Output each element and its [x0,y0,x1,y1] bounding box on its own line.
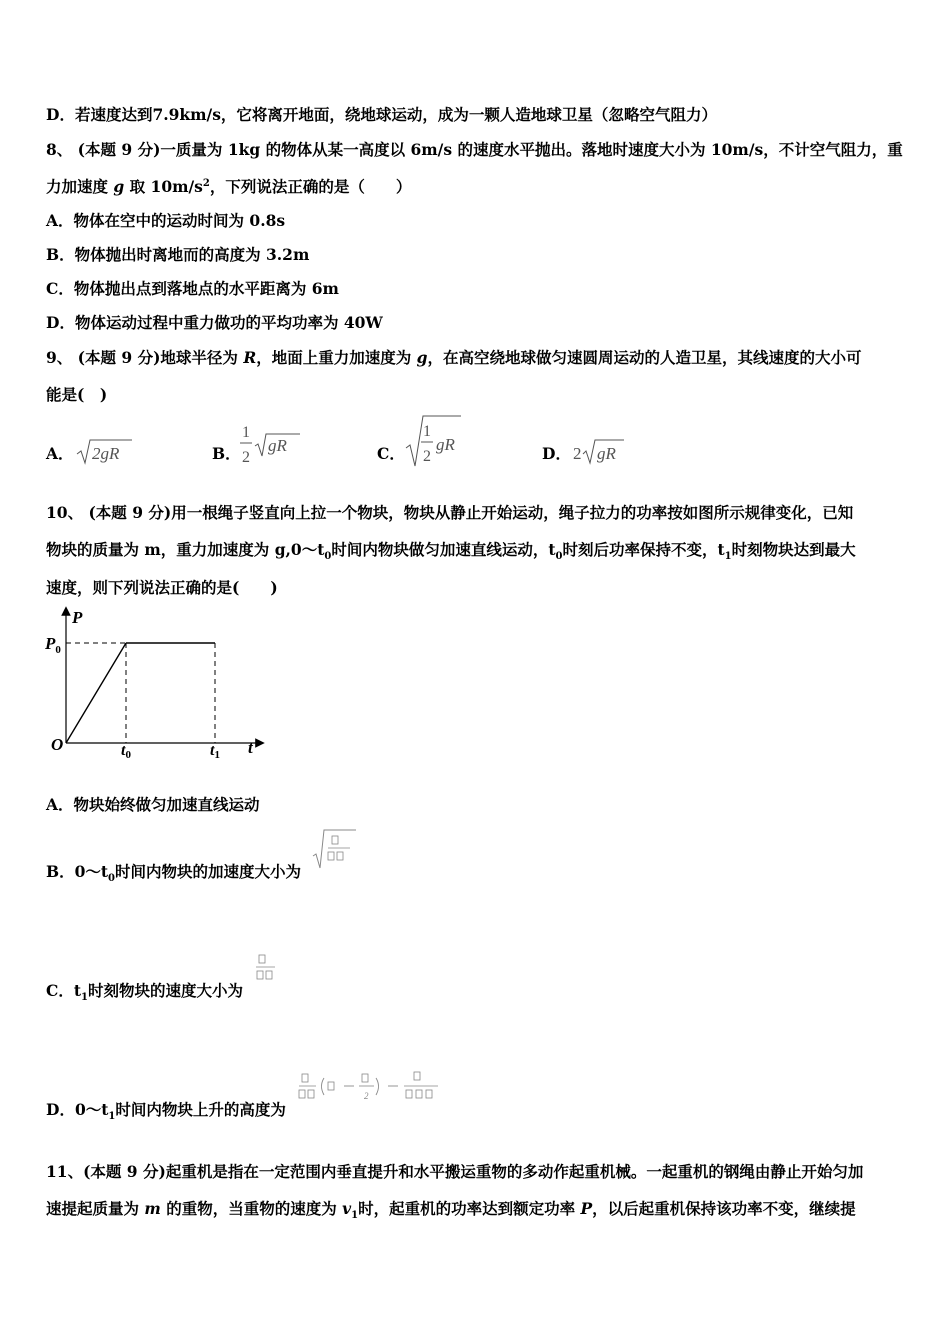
q8-option-c: C．物体抛出点到落地点的水平距离为 6m [46,279,339,298]
q8-stem-line1: 8、 (本题 9 分)一质量为 1kg 的物体从某一高度以 6m/s 的速度水平抛出。落地时速度大小为 10m/s，不计空气阻力，重 [46,140,903,159]
svg-text:1: 1 [242,424,250,441]
t1-label: t1 [210,742,220,760]
p0-label: $P_0$ [45,634,61,656]
q10-option-a: A．物块始终做匀加速直线运动 [46,795,260,814]
q8-option-a: A．物体在空中的运动时间为 0.8s [46,211,286,230]
q10-option-c: C．$t_1$时刻物块的速度大小为 [46,981,243,1004]
q10-option-b: B．$0\sim t_0$时间内物块的加速度大小为 [46,862,302,885]
q10-option-d-formula-image [296,1070,446,1106]
q10-stem-line2: 物块的质量为 m，重力加速度为 $g,0\sim t_0$时间内物块做匀加速直线运动，$t_0$时刻后功率保持不变，$t_1$时刻物块达到最大 [46,540,856,563]
power-ramp-line [66,643,126,743]
q10-option-c-formula-image [253,952,279,984]
q10-option-d: D．$0\sim t_1$时间内物块上升的高度为 [46,1100,286,1123]
y-axis-label: P [72,608,83,627]
svg-text:2: 2 [242,449,250,466]
q9-option-b-label: B． [212,444,241,463]
svg-text:2: 2 [364,1091,369,1101]
t0-label: t0 [121,742,131,760]
q11-stem-line2: 速提起质量为 m 的重物，当重物的速度为 $v_1$时，起重机的功率达到额定功率 P，以后起重机保持该功率不变，继续提 [46,1199,856,1222]
x-axis-label: t [248,738,253,757]
svg-text:gR: gR [436,435,455,454]
svg-text:2: 2 [423,448,431,465]
q9-option-c-label: C． [377,444,405,463]
q9-option-a-expr [74,436,134,466]
q9-stem-line2: 能是( ) [46,385,108,404]
q8-stem-line2: 力加速度 g 取 $10m/s^2$，下列说法正确的是（ ） [46,177,412,196]
q8-option-b: B．物体抛出时离地而的高度为 3.2m [46,245,310,264]
origin-label: O [51,735,64,754]
svg-text:2: 2 [573,444,582,463]
svg-text:1: 1 [423,423,431,440]
q9-option-b-expr [238,420,308,470]
q9-option-d-label: D． [542,444,571,463]
svg-text:gR: gR [597,444,616,463]
power-time-graph [40,605,270,760]
q11-stem-line1: 11、(本题 9 分)起重机是指在一定范围内垂直提升和水平搬运重物的多动作起重机械。一起重机的钢绳由静止开始匀加 [46,1162,864,1181]
q10-option-b-formula-image [312,828,357,872]
q9-stem-line1: 9、 (本题 9 分)地球半径为 R，地面上重力加速度为 g，在高空绕地球做匀速圆周运动的人造卫星，其线速度的大小可 [46,348,862,367]
q10-stem-line1: 10、 (本题 9 分)用一根绳子竖直向上拉一个物块，物块从静止开始运动，绳子拉力的功率按如图所示规律变化，已知 [46,503,854,522]
q8-option-d: D．物体运动过程中重力做功的平均功率为 40W [46,313,383,332]
q10-stem-line3: 速度，则下列说法正确的是( ) [46,578,278,597]
q9-option-a-label: A． [46,444,74,463]
svg-text:2gR: 2gR [92,444,120,463]
q9-option-c-expr [403,412,473,470]
svg-text:gR: gR [268,436,287,455]
q9-option-d-expr [570,436,630,466]
q7-option-d: D．若速度达到7.9km/s，它将离开地面，绕地球运动，成为一颗人造地球卫星（忽略空气阻力） [46,105,717,124]
